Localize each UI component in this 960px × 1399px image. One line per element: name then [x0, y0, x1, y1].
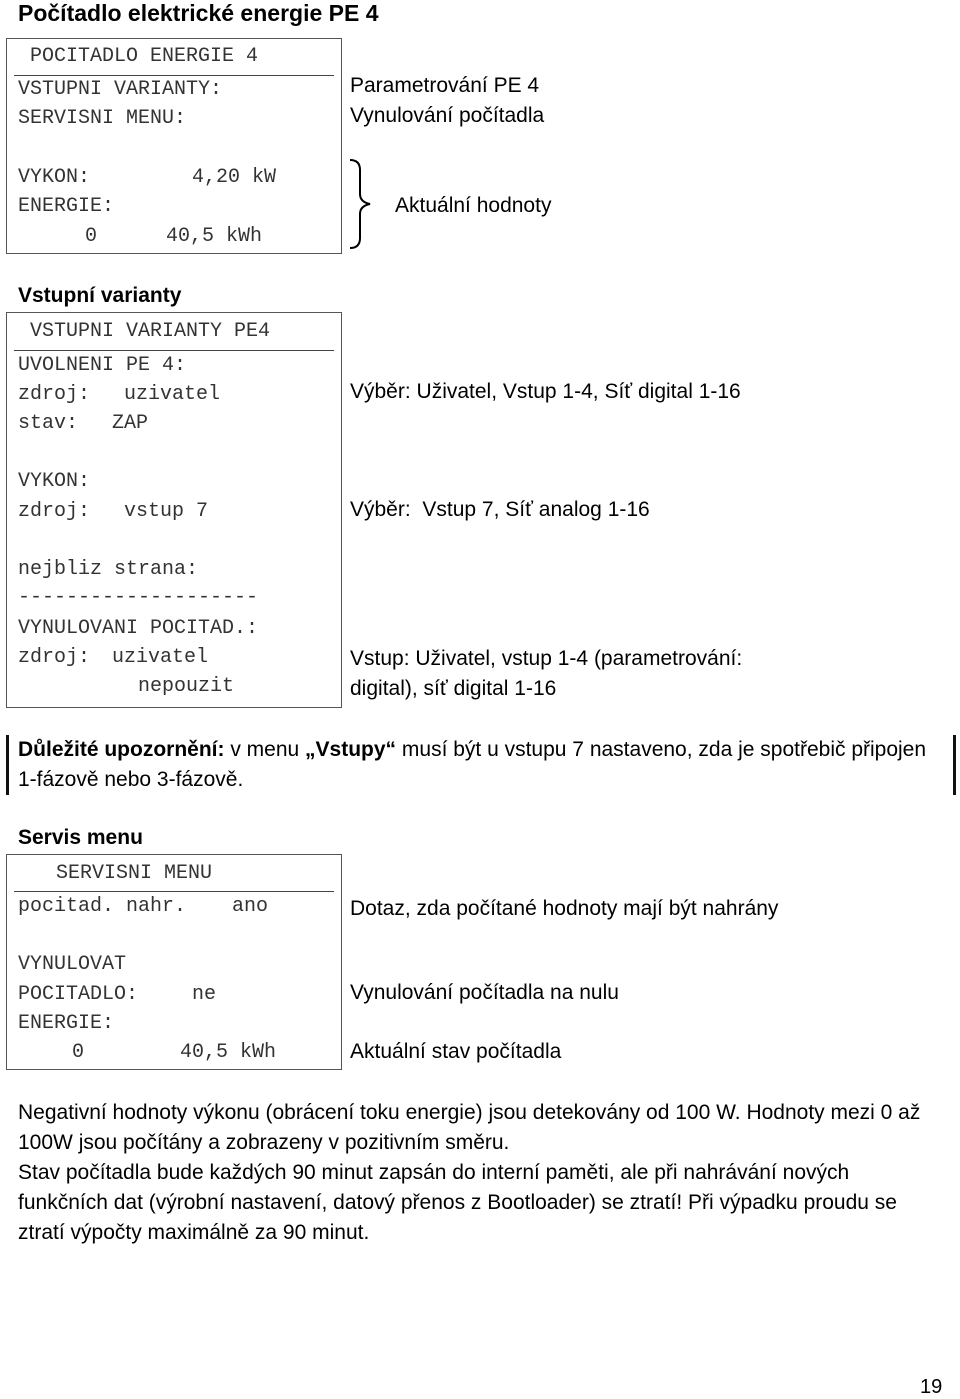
stav-label: stav:: [18, 412, 79, 435]
vykon-label: VYKON:: [18, 470, 91, 493]
page-number: 19: [920, 1376, 943, 1398]
paragraph-stav-pocitadla: Stav počítadla bude každých 90 minut zapsán do interní paměti, ale při nahrávání nových funkčních dat (výrobní nastavení, datový přenos z Bootloader) se ztratí! Při výpadku proudu se ztratí výpočty maximálně za 90 minut.: [18, 1161, 897, 1244]
curly-brace-icon: [344, 158, 394, 250]
energie-label: ENERGIE:: [18, 195, 115, 218]
note-aktualni-stav: Aktuální stav počítadla: [350, 1040, 562, 1063]
note-vstup-line2: digital), síť digital 1-16: [350, 677, 557, 700]
pocitadlo-value[interactable]: ne: [192, 983, 217, 1006]
energie-count: 0: [72, 1041, 85, 1064]
vykon-value: 4,20 kW: [192, 166, 277, 189]
dashes-line: --------------------: [18, 586, 259, 609]
nejbliz-strana-label: nejbliz strana:: [18, 558, 199, 581]
display-divider: [14, 75, 334, 76]
display-title-line: POCITADLO ENERGIE 4: [30, 45, 259, 68]
zdroj-label: zdroj:: [18, 383, 91, 406]
pocitad-nahr-value[interactable]: ano: [232, 895, 269, 918]
paragraph-negativni-hodnoty: Negativní hodnoty výkonu (obrácení toku energie) jsou detekovány od 100 W. Hodnoty mezi 0 až 100W jsou počítány a zobrazeny v pozitivním směru.: [18, 1101, 921, 1154]
uvolneni-label: UVOLNENI PE 4:: [18, 354, 187, 377]
heading-vstupni-varianty: Vstupní varianty: [18, 284, 182, 307]
note-dotaz: Dotaz, zda počítané hodnoty mají být nahrány: [350, 897, 779, 920]
note-vstup-line1: Vstup: Uživatel, vstup 1-4 (parametrování:: [350, 647, 743, 670]
energie-value: 40,5 kWh: [166, 225, 263, 248]
display-header: SERVISNI MENU: [56, 862, 213, 885]
zdroj-label: zdroj:: [18, 646, 91, 669]
note-parametrovani: Parametrování PE 4: [350, 74, 540, 97]
note-vynulovani-nula: Vynulování počítadla na nulu: [350, 981, 619, 1004]
warning-text-part: v menu: [224, 738, 306, 761]
energie-label: ENERGIE:: [18, 1012, 115, 1035]
stav-value[interactable]: ZAP: [112, 412, 149, 435]
note-vyber-uvolneni: Výběr: Uživatel, Vstup 1-4, Síť digital 1-16: [350, 380, 741, 403]
warning-text-part: musí být u vstupu 7 nastaveno, zda je spotřebič připojen 1-fázově nebo 3-fázově.: [18, 738, 927, 791]
zdroj-label: zdroj:: [18, 500, 91, 523]
menu-item-servisni-menu[interactable]: SERVISNI MENU:: [18, 107, 187, 130]
warning-bar-left: [6, 735, 9, 795]
warning-label: Důležité upozornění:: [18, 738, 225, 761]
zdroj-value-vstup[interactable]: vstup 7: [124, 500, 209, 523]
pocitad-nahr-label: pocitad. nahr.: [18, 895, 187, 918]
vykon-label: VYKON:: [18, 166, 91, 189]
menu-item-vstupni-varianty[interactable]: VSTUPNI VARIANTY:: [18, 78, 223, 101]
display-divider: [14, 891, 334, 892]
display-main-menu: [6, 38, 342, 254]
warning-text: [18, 735, 938, 795]
note-aktualni-hodnoty: Aktuální hodnoty: [395, 194, 552, 217]
note-vyber-vykon: Výběr: Vstup 7, Síť analog 1-16: [350, 498, 650, 521]
note-vynulovani: Vynulování počítadla: [350, 104, 545, 127]
heading-servis-menu: Servis menu: [18, 826, 143, 849]
energie-value: 40,5 kWh: [180, 1041, 277, 1064]
zdroj-value-uzivatel[interactable]: uzivatel: [112, 646, 209, 669]
pocitadlo-label: POCITADLO:: [18, 983, 139, 1006]
display-divider: [14, 350, 334, 351]
page-title: Počítadlo elektrické energie PE 4: [18, 0, 379, 26]
vynulovat-label: VYNULOVAT: [18, 953, 127, 976]
energie-count: 0: [85, 225, 98, 248]
warning-bar-right: [953, 735, 956, 795]
vynulovani-label: VYNULOVANI POCITAD.:: [18, 617, 259, 640]
warning-menu-name: „Vstupy“: [305, 738, 397, 761]
nepouzit-value[interactable]: nepouzit: [138, 675, 235, 698]
zdroj-value-uzivatel[interactable]: uzivatel: [124, 383, 221, 406]
display-header: VSTUPNI VARIANTY PE4: [30, 320, 271, 343]
